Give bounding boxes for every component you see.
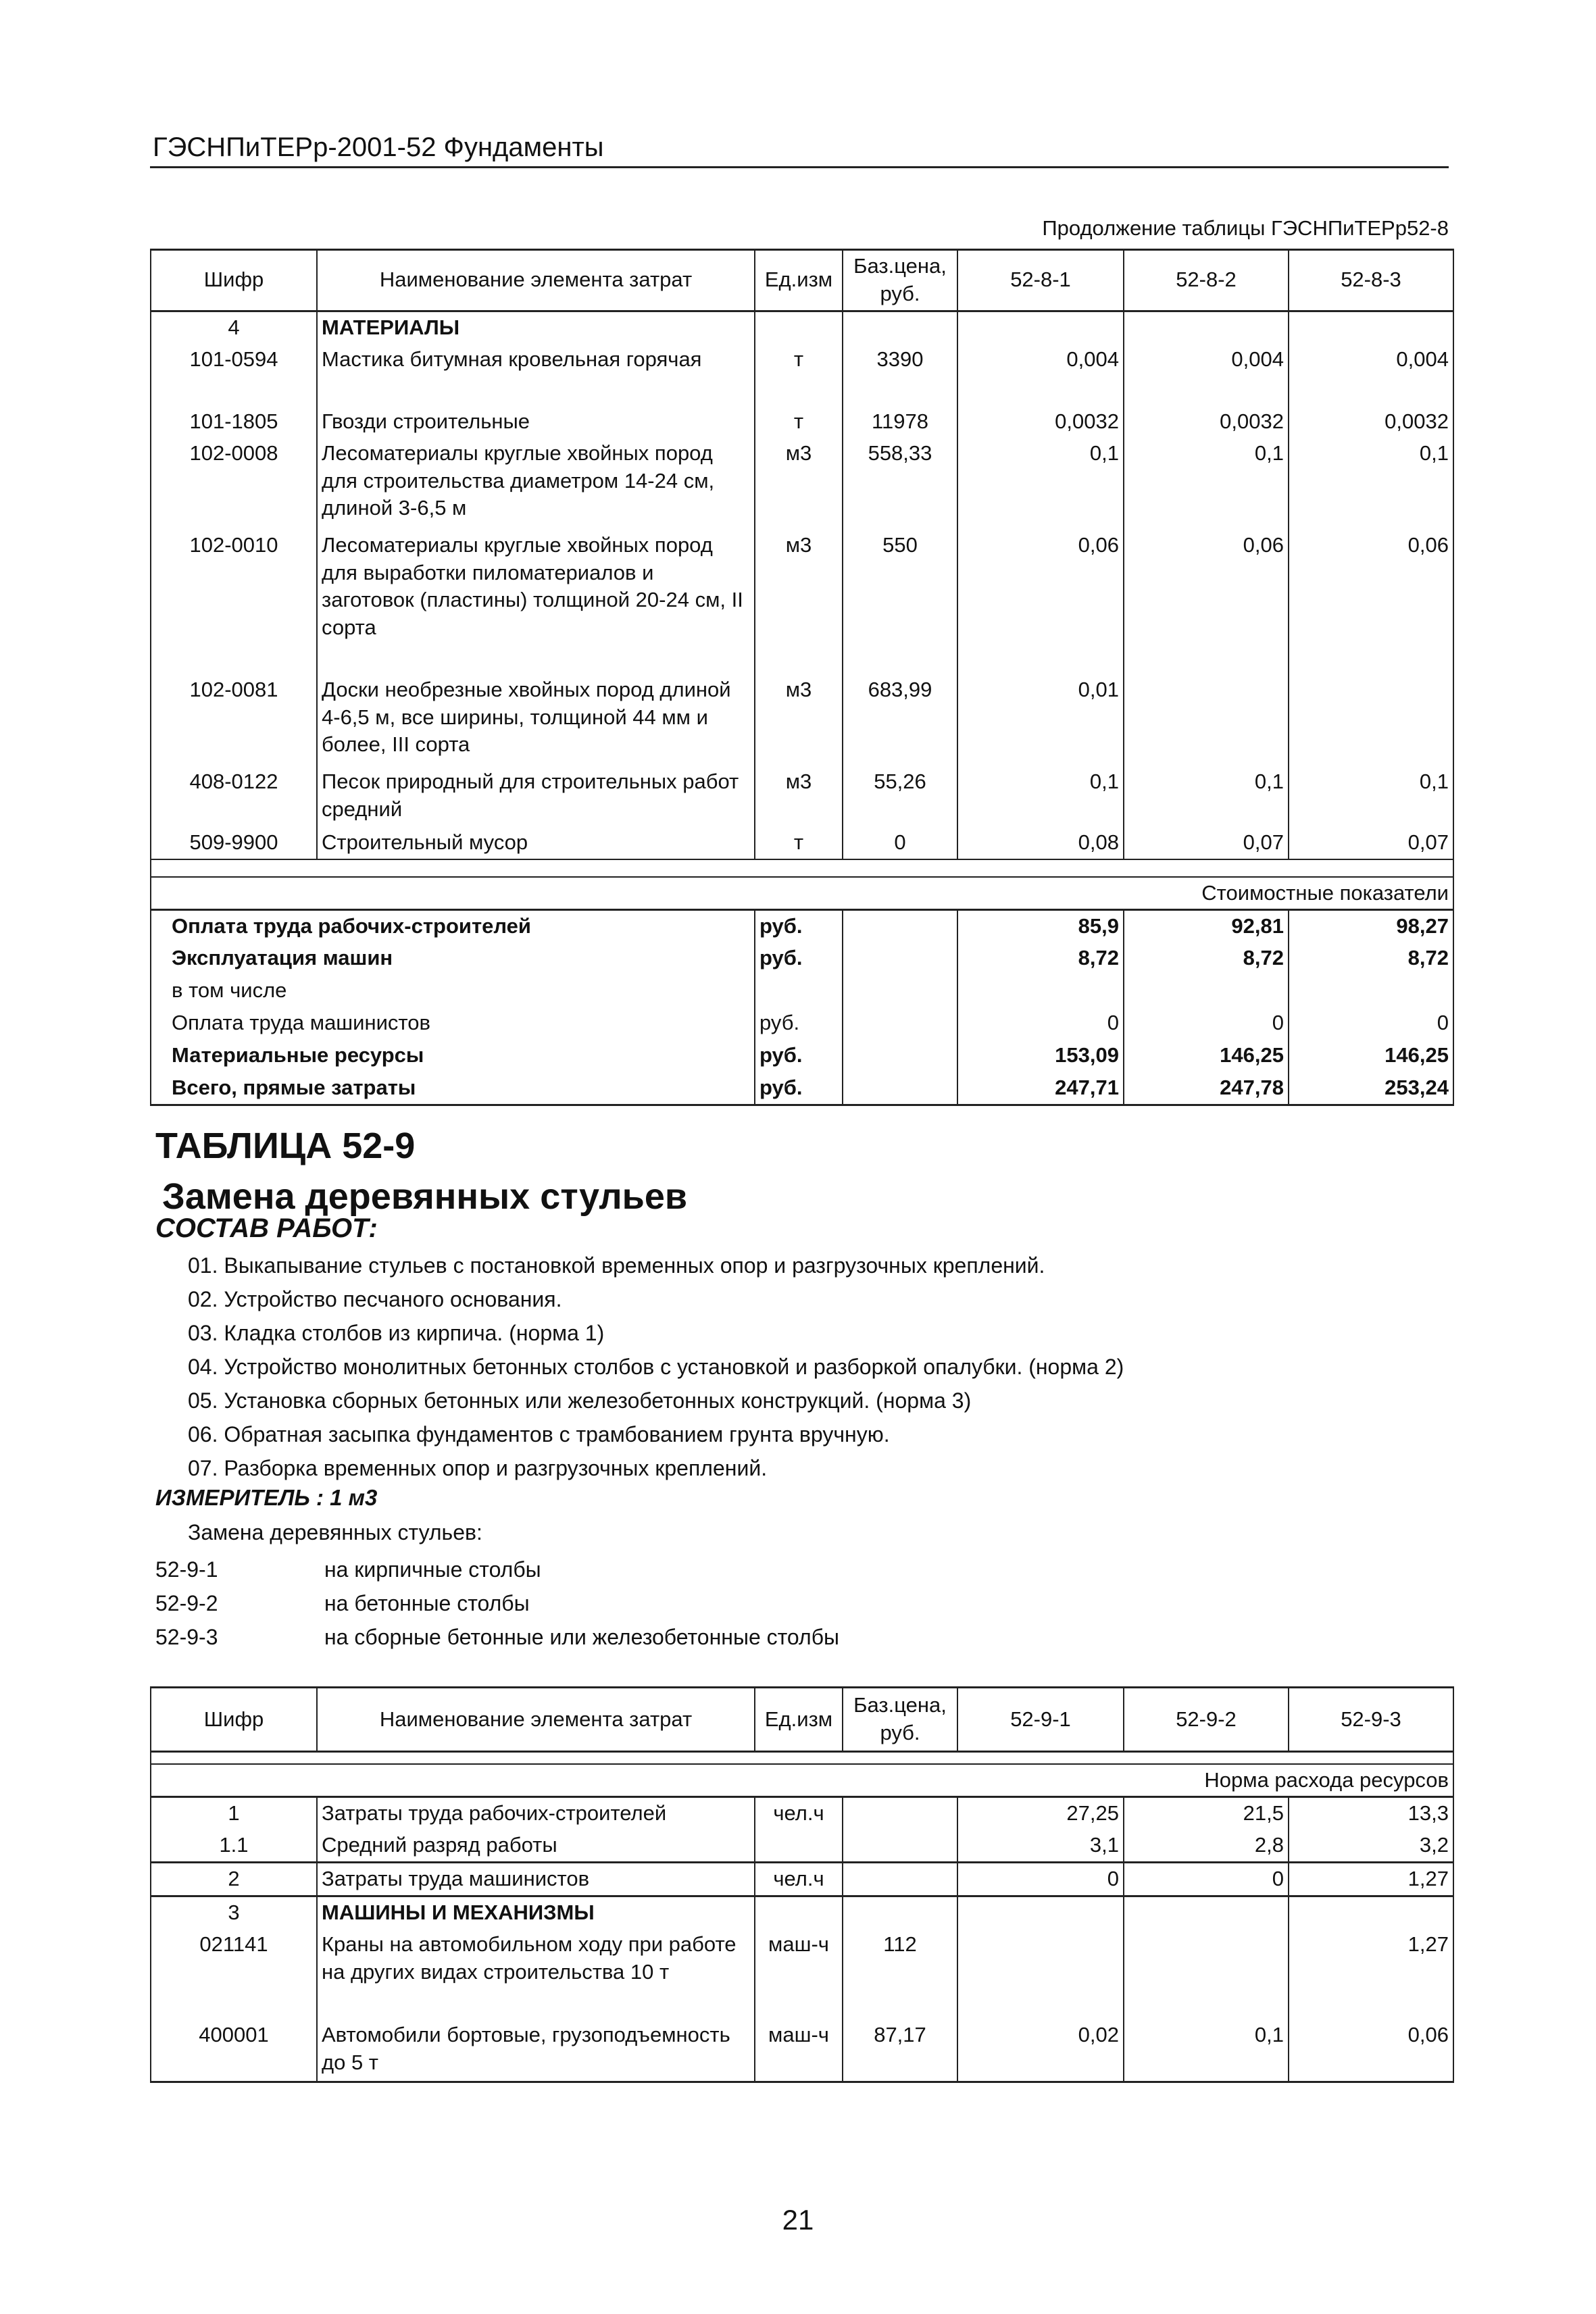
cell-code: 408-0122 — [151, 766, 317, 827]
variant-code: 52-9-2 — [155, 1591, 218, 1615]
cost-unit: руб. — [755, 1040, 843, 1072]
cell-value — [1124, 1929, 1289, 2019]
cell-code: 4 — [151, 311, 317, 343]
list-item — [155, 1620, 839, 1654]
cell-code: 1.1 — [151, 1830, 317, 1862]
table-row — [151, 530, 1453, 674]
cost-unit: руб. — [755, 910, 843, 942]
cell-value: 2,8 — [1124, 1830, 1289, 1862]
cost-price-empty — [843, 1072, 957, 1105]
cell-value: 0,08 — [957, 827, 1124, 859]
table-row — [151, 766, 1453, 827]
list-item — [155, 1553, 839, 1586]
table-row — [151, 1830, 1453, 1862]
table-header-row — [151, 250, 1453, 311]
cell-value: 0,004 — [1289, 344, 1453, 406]
col-header-name: Наименование элемента затрат — [317, 250, 755, 311]
cell-unit: чел.ч — [755, 1797, 843, 1830]
cell-unit: м3 — [755, 438, 843, 530]
cost-value: 8,72 — [957, 942, 1124, 975]
cost-row — [151, 942, 1453, 975]
table-row — [151, 1863, 1453, 1896]
cell-unit: т — [755, 406, 843, 438]
cost-value: 85,9 — [957, 910, 1124, 942]
list-item: 07. Разборка временных опор и разгрузочных креплений. — [188, 1456, 768, 1480]
cell-price — [843, 1797, 957, 1830]
cell-code: 102-0008 — [151, 438, 317, 530]
replacement-intro: Замена деревянных стульев: — [188, 1520, 482, 1544]
section-label-row — [151, 877, 1453, 910]
cell-price: 112 — [843, 1929, 957, 2019]
table-row — [151, 438, 1453, 530]
cell-unit — [755, 1896, 843, 1929]
running-header: ГЭСНПиТЕРр-2001-52 Фундаменты — [153, 132, 604, 162]
variant-text: на кирпичные столбы — [324, 1557, 541, 1582]
cost-value: 247,78 — [1124, 1072, 1289, 1105]
table-row — [151, 406, 1453, 438]
table-row — [151, 1797, 1453, 1830]
cell-name: Гвозди строительные — [317, 406, 755, 438]
cell-price — [843, 311, 957, 343]
cell-price: 0 — [843, 827, 957, 859]
cell-unit: м3 — [755, 674, 843, 766]
cell-value: 0,07 — [1124, 827, 1289, 859]
col-header-norm-3: 52-8-3 — [1289, 250, 1453, 311]
table-row — [151, 674, 1453, 766]
cell-value: 0,1 — [1289, 438, 1453, 530]
cell-value: 0,0032 — [1289, 406, 1453, 438]
cost-row — [151, 1040, 1453, 1072]
variant-code: 52-9-1 — [155, 1557, 218, 1582]
cell-code: 2 — [151, 1863, 317, 1896]
cost-unit: руб. — [755, 1072, 843, 1105]
cell-value — [957, 1929, 1124, 2019]
cost-label: Оплата труда машинистов — [151, 1007, 755, 1040]
cost-value: 0 — [957, 1007, 1124, 1040]
cell-name: Автомобили бортовые, грузоподъемность до 5 т — [317, 2019, 755, 2082]
header-rule — [150, 166, 1449, 168]
cell-value: 0,07 — [1289, 827, 1453, 859]
cost-price-empty — [843, 910, 957, 942]
list-item: 01. Выкапывание стульев с постановкой временных опор и разгрузочных креплений. — [188, 1253, 1045, 1278]
cell-value: 3,1 — [957, 1830, 1124, 1862]
cell-price: 3390 — [843, 344, 957, 406]
operations-list — [188, 1249, 1124, 1485]
table-row — [151, 827, 1453, 859]
cost-label: Всего, прямые затраты — [151, 1072, 755, 1105]
cell-price: 55,26 — [843, 766, 957, 827]
table-52-8 — [150, 249, 1454, 1106]
cell-value: 0,06 — [1124, 530, 1289, 674]
cell-value: 0,1 — [1289, 766, 1453, 827]
col-header-unit: Ед.изм — [755, 250, 843, 311]
cell-value: 0,02 — [957, 2019, 1124, 2082]
table-subtitle: Замена деревянных стульев — [162, 1176, 688, 1217]
cell-price: 87,17 — [843, 2019, 957, 2082]
table-row — [151, 344, 1453, 406]
cell-value: 0,0032 — [1124, 406, 1289, 438]
table-row — [151, 1929, 1453, 2019]
cell-value: 0,01 — [957, 674, 1124, 766]
table-row — [151, 1896, 1453, 1929]
cost-price-empty — [843, 942, 957, 975]
cost-value: 8,72 — [1289, 942, 1453, 975]
cell-value: 0,004 — [1124, 344, 1289, 406]
col-header-norm-1: 52-9-1 — [957, 1688, 1124, 1752]
work-composition-label: СОСТАВ РАБОТ: — [155, 1213, 378, 1243]
cell-name: Песок природный для строительных работ средний — [317, 766, 755, 827]
col-header-code: Шифр — [151, 1688, 317, 1752]
cell-value: 0,1 — [1124, 766, 1289, 827]
table-row — [151, 2019, 1453, 2082]
cost-value — [1289, 975, 1453, 1007]
variant-text: на бетонные столбы — [324, 1591, 530, 1615]
cost-value: 146,25 — [1124, 1040, 1289, 1072]
variant-code: 52-9-3 — [155, 1625, 218, 1649]
cell-code: 101-0594 — [151, 344, 317, 406]
cell-value: 0,1 — [1124, 2019, 1289, 2082]
cell-value — [1124, 311, 1289, 343]
cell-unit: м3 — [755, 530, 843, 674]
cell-name: Затраты труда рабочих-строителей — [317, 1797, 755, 1830]
continuation-note: Продолжение таблицы ГЭСНПиТЕРр52-8 — [1042, 216, 1449, 240]
cell-name: Лесоматериалы круглые хвойных пород для строительства диаметром 14-24 см, длиной 3-6,5 м — [317, 438, 755, 530]
cell-value: 0,1 — [957, 766, 1124, 827]
cell-value — [957, 1896, 1124, 1929]
cost-value — [1124, 975, 1289, 1007]
cell-value: 1,27 — [1289, 1863, 1453, 1896]
cell-name: Средний разряд работы — [317, 1830, 755, 1862]
cell-price: 11978 — [843, 406, 957, 438]
list-item: 03. Кладка столбов из кирпича. (норма 1) — [188, 1321, 605, 1345]
cell-name: Доски необрезные хвойных пород длиной 4-6,5 м, все ширины, толщиной 44 мм и более, III сорта — [317, 674, 755, 766]
cell-price — [843, 1896, 957, 1929]
cell-unit: м3 — [755, 766, 843, 827]
col-header-norm-2: 52-8-2 — [1124, 250, 1289, 311]
cell-unit: маш-ч — [755, 1929, 843, 2019]
table-title: ТАБЛИЦА 52-9 — [155, 1126, 416, 1166]
cell-unit: т — [755, 827, 843, 859]
cost-unit — [755, 975, 843, 1007]
cell-name: Строительный мусор — [317, 827, 755, 859]
table-52-9 — [150, 1686, 1454, 2083]
cost-value: 0 — [1124, 1007, 1289, 1040]
cell-unit — [755, 1830, 843, 1862]
cell-code: 021141 — [151, 1929, 317, 2019]
cost-value: 0 — [1289, 1007, 1453, 1040]
cell-unit: чел.ч — [755, 1863, 843, 1896]
cell-name: Краны на автомобильном ходу при работе на других видах строительства 10 т — [317, 1929, 755, 2019]
cost-label: в том числе — [151, 975, 755, 1007]
cost-row — [151, 910, 1453, 942]
cell-unit: маш-ч — [755, 2019, 843, 2082]
cell-name: Мастика битумная кровельная горячая — [317, 344, 755, 406]
cell-price: 550 — [843, 530, 957, 674]
cost-unit: руб. — [755, 942, 843, 975]
cost-price-empty — [843, 1040, 957, 1072]
cell-code: 102-0010 — [151, 530, 317, 674]
list-item: 02. Устройство песчаного основания. — [188, 1287, 562, 1311]
cell-value: 0,004 — [957, 344, 1124, 406]
cell-code: 101-1805 — [151, 406, 317, 438]
cost-value: 247,71 — [957, 1072, 1124, 1105]
cell-value: 13,3 — [1289, 1797, 1453, 1830]
cell-code: 400001 — [151, 2019, 317, 2082]
cost-row — [151, 1072, 1453, 1105]
cost-value: 146,25 — [1289, 1040, 1453, 1072]
cost-value: 253,24 — [1289, 1072, 1453, 1105]
cost-row — [151, 975, 1453, 1007]
cell-name: Затраты труда машинистов — [317, 1863, 755, 1896]
cell-value: 0,06 — [1289, 2019, 1453, 2082]
table-header-row — [151, 1688, 1453, 1752]
cell-name: МАШИНЫ И МЕХАНИЗМЫ — [317, 1896, 755, 1929]
cell-name: Лесоматериалы круглые хвойных пород для выработки пиломатериалов и заготовок (пластины) толщиной 20-24 см, II сорта — [317, 530, 755, 674]
cell-price: 558,33 — [843, 438, 957, 530]
cell-unit — [755, 311, 843, 343]
cost-unit: руб. — [755, 1007, 843, 1040]
cell-value: 0 — [1124, 1863, 1289, 1896]
cell-unit: т — [755, 344, 843, 406]
norm-label: Норма расхода ресурсов — [151, 1764, 1453, 1797]
cell-value: 0,0032 — [957, 406, 1124, 438]
cell-code: 3 — [151, 1896, 317, 1929]
cell-value: 0,06 — [1289, 530, 1453, 674]
list-item: 04. Устройство монолитных бетонных столбов с установкой и разборкой опалубки. (норма 2) — [188, 1355, 1124, 1379]
cell-name: МАТЕРИАЛЫ — [317, 311, 755, 343]
col-header-price: Баз.цена, руб. — [843, 1688, 957, 1752]
cell-value: 0,06 — [957, 530, 1124, 674]
cell-value: 27,25 — [957, 1797, 1124, 1830]
cost-value: 98,27 — [1289, 910, 1453, 942]
cost-value: 92,81 — [1124, 910, 1289, 942]
cell-value: 3,2 — [1289, 1830, 1453, 1862]
spacer-row — [151, 1752, 1453, 1764]
col-header-name: Наименование элемента затрат — [317, 1688, 755, 1752]
cell-value: 0,1 — [957, 438, 1124, 530]
cost-value: 8,72 — [1124, 942, 1289, 975]
variant-text: на сборные бетонные или железобетонные столбы — [324, 1625, 840, 1649]
col-header-unit: Ед.изм — [755, 1688, 843, 1752]
list-item: 06. Обратная засыпка фундаментов с трамбованием грунта вручную. — [188, 1422, 890, 1447]
cost-value — [957, 975, 1124, 1007]
page-number: 21 — [782, 2204, 814, 2236]
list-item — [155, 1586, 839, 1620]
section-label-row — [151, 1764, 1453, 1797]
table-row — [151, 311, 1453, 343]
cell-value: 0 — [957, 1863, 1124, 1896]
variants-list — [155, 1553, 839, 1654]
cell-code: 1 — [151, 1797, 317, 1830]
cost-label: Оплата труда рабочих-строителей — [151, 910, 755, 942]
col-header-code: Шифр — [151, 250, 317, 311]
cell-value — [1124, 1896, 1289, 1929]
spacer-cell — [151, 859, 1453, 877]
cell-code: 509-9900 — [151, 827, 317, 859]
list-item: 05. Установка сборных бетонных или железобетонных конструкций. (норма 3) — [188, 1388, 972, 1413]
meter-label: ИЗМЕРИТЕЛЬ : 1 м3 — [155, 1485, 378, 1510]
cell-value: 0,1 — [1124, 438, 1289, 530]
cell-price — [843, 1863, 957, 1896]
cell-value — [957, 311, 1124, 343]
cell-value — [1124, 674, 1289, 766]
cell-value — [1289, 674, 1453, 766]
spacer-row — [151, 859, 1453, 877]
col-header-norm-1: 52-8-1 — [957, 250, 1124, 311]
cell-price — [843, 1830, 957, 1862]
cell-value — [1289, 1896, 1453, 1929]
cost-row — [151, 1007, 1453, 1040]
cost-label: Эксплуатация машин — [151, 942, 755, 975]
col-header-price: Баз.цена, руб. — [843, 250, 957, 311]
cell-value — [1289, 311, 1453, 343]
cost-label: Материальные ресурсы — [151, 1040, 755, 1072]
cell-price: 683,99 — [843, 674, 957, 766]
cost-value: 153,09 — [957, 1040, 1124, 1072]
cost-section-label: Стоимостные показатели — [151, 877, 1453, 910]
col-header-norm-3: 52-9-3 — [1289, 1688, 1453, 1752]
cost-price-empty — [843, 1007, 957, 1040]
spacer-cell — [151, 1752, 1453, 1764]
col-header-norm-2: 52-9-2 — [1124, 1688, 1289, 1752]
cell-value: 1,27 — [1289, 1929, 1453, 2019]
cell-code: 102-0081 — [151, 674, 317, 766]
cell-value: 21,5 — [1124, 1797, 1289, 1830]
cost-price-empty — [843, 975, 957, 1007]
